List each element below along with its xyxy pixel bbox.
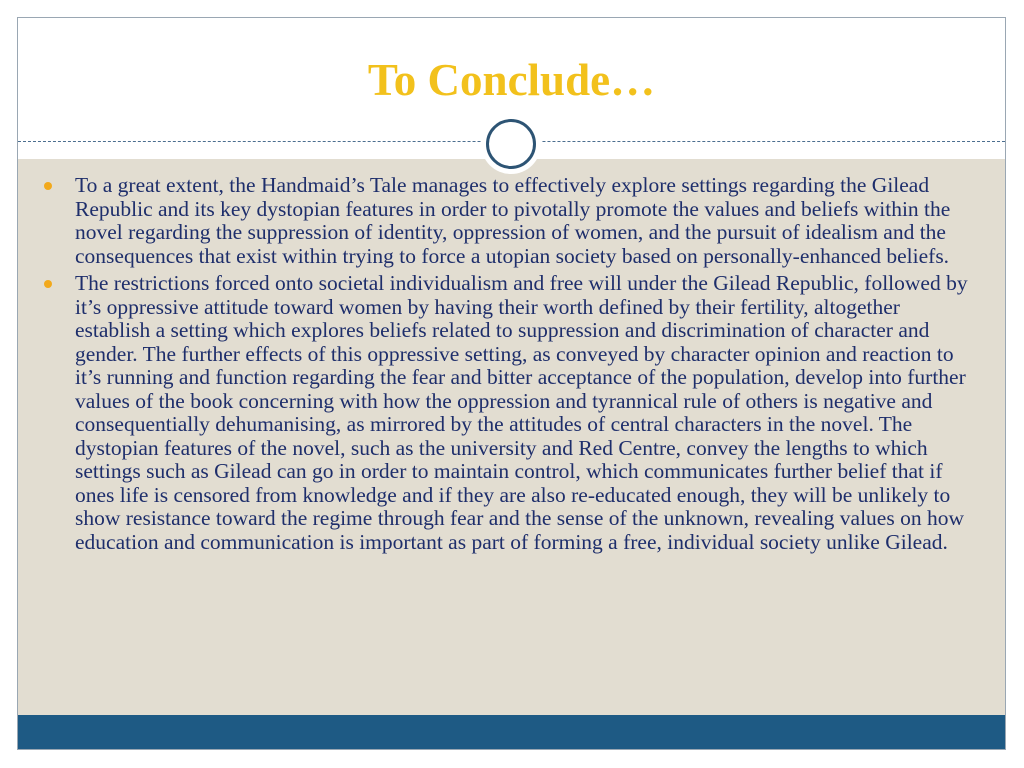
bullet-text: To a great extent, the Handmaid’s Tale manages to effectively explore settings regarding the Gilead Republic and its key dystopian features in order to pivotally promote the values and beliefs within the novel regarding the suppression of identity, oppression of women, and the pursuit of idealism and the consequences that exist within trying to force a utopian society based on personally-enhanced beliefs.	[75, 173, 951, 268]
slide	[17, 17, 1006, 750]
bullet-text: The restrictions forced onto societal individualism and free will under the Gilead Republic, followed by it’s oppressive attitude toward women by having their worth defined by their fertility, altogether establish a setting which explores beliefs related to suppression and discrimination of character and gender. The further effects of this oppressive setting, as conveyed by character opinion and reaction to it’s running and function regarding the fear and bitter acceptance of the population, develop into further values of the book concerning with how the oppression and tyrannical rule of others is negative and consequentially dehumanising, as mirrored by the attitudes of central characters in the novel. The dystopian features of the novel, such as the university and Red Centre, convey the lengths to which settings such as Gilead can go in order to maintain control, which communicates further belief that if ones life is censored from knowledge and if they are also re-educated enough, they will be unlikely to show resistance toward the regime through fear and the sense of the unknown, revealing values on how education and communication is important as part of forming a free, individual society unlike Gilead.	[75, 271, 968, 554]
bullet-dot-icon	[44, 182, 52, 190]
circle-ornament-icon	[481, 114, 541, 174]
bullet-dot-icon	[44, 280, 52, 288]
list-item	[38, 272, 978, 554]
ornament-ring	[486, 119, 536, 169]
slide-title: To Conclude…	[367, 55, 656, 105]
footer-band	[18, 715, 1005, 749]
list-item	[38, 174, 978, 268]
bullet-list	[38, 174, 978, 558]
